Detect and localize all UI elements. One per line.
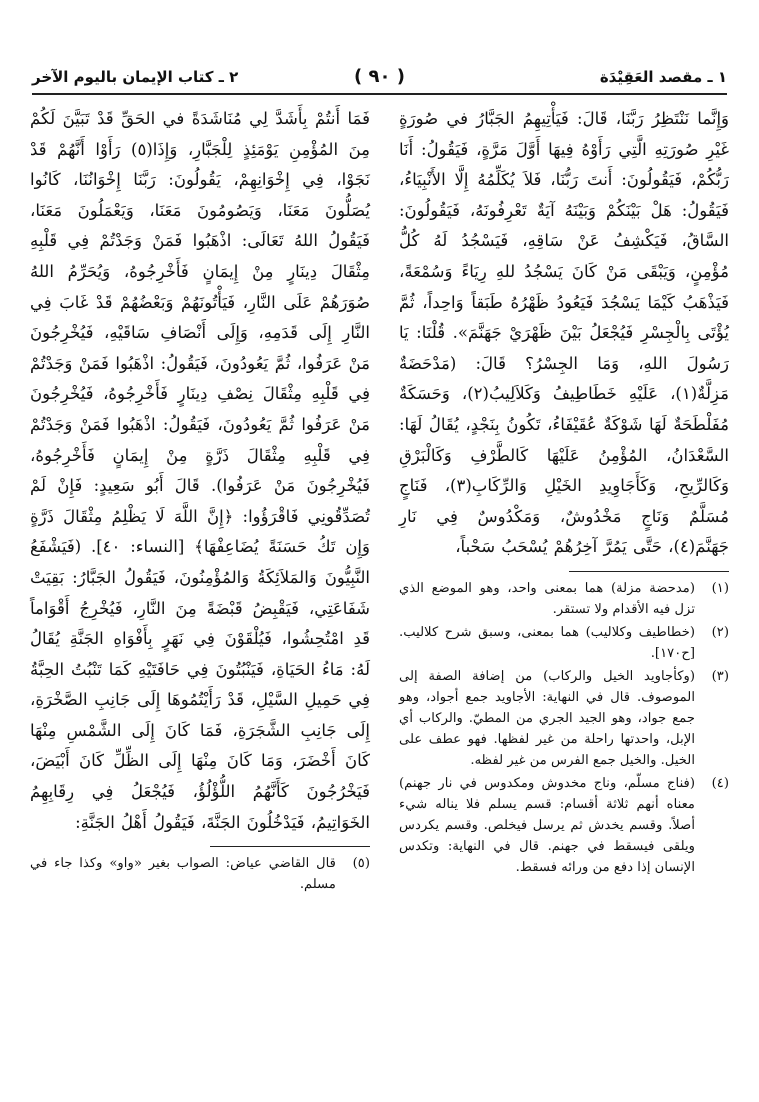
footnote-divider xyxy=(210,846,370,847)
footnote xyxy=(399,622,729,664)
footnote-divider xyxy=(569,571,729,572)
left-column-body xyxy=(30,104,370,838)
footnote-number: (٤) xyxy=(711,775,729,791)
footnote-number: (٢) xyxy=(711,624,729,640)
footnote-number: (١) xyxy=(711,580,729,596)
right-column-body xyxy=(399,104,729,563)
footnote-number: (٣) xyxy=(711,668,729,684)
left-column xyxy=(30,104,370,897)
header-divider xyxy=(32,93,727,95)
footnote xyxy=(399,773,729,878)
footnote-text: (خطاطيف وكلاليب) هما بمعنى، وسبق شرح كلاليب. [ح١٧٠]. xyxy=(399,624,695,661)
footnote-text: قال القاضي عياض: الصواب بغير «واو» وكذا جاء في مسلم. xyxy=(30,856,336,893)
footnote xyxy=(399,578,729,620)
page-number: ( ٩٠ ) xyxy=(354,66,405,87)
footnote-text: (مدحضة مزلة) هما بمعنى واحد، وهو الموضع الذي تزل فيه الأقدام ولا تستقر. xyxy=(399,580,695,617)
section-title: ١ ـ مقصد العَقِيْدَة xyxy=(599,68,727,86)
footnote xyxy=(30,853,370,895)
footnote-text: (فناج مسلّم، وناج مخدوش ومكدوس في نار جهنم) معناه أنهم ثلاثة أقسام: قسم يسلم فلا يناله شيء أصلاً. وقسم يخدش ثم يرسل فيخلص. وقسم يكردس ويلقى فيسقط في جهنم. قال في النهاية: وتكدس الإنسان إذا دفع من ورائه فسقط. xyxy=(399,775,695,875)
footnote-number: (٥) xyxy=(352,856,370,872)
footnote xyxy=(399,666,729,771)
page-header xyxy=(32,58,727,94)
right-column xyxy=(399,104,729,880)
left-column-text: فَمَا أَنتُمْ بِأَشَدَّ لِي مُنَاشَدَةً في الحَقِّ قَدْ تَبَيَّنَ لَكُمْ مِنَ المُؤْمِنِ يَوْمَئِذٍ لِلْجَبَّارِ، وَإِذَا(٥) رَأَوْا أَنَّهُمْ قَدْ نَجَوْا، فِي إِخْوَانِهِمْ، يَقُولُونَ: رَبَّنَا إِخْوَانُنَا، كَانُوا يُصَلُّونَ مَعَنَا، وَيَصُومُونَ مَعَنَا، وَيَعْمَلُونَ مَعَنَا، فَيَقُولُ اللهُ تَعَالَى: اذْهَبُوا فَمَنْ وَجَدْتُمْ فِي قَلْبِهِ مِثْقَالَ دِينَارٍ مِنْ إِيمَانٍ فَأَخْرِجُوهُ، وَيُحَرِّمُ اللهُ صُوَرَهُمْ عَلَى النَّارِ، فَيَأْتُونَهُمْ وَبَعْضُهُمْ قَدْ غَابَ فِي النَّارِ إِلَى قَدَمِهِ، وَإِلَى أَنْصَافِ سَاقَيْهِ، فَيُخْرِجُونَ مَنْ عَرَفُوا، ثُمَّ يَعُودُونَ، فَيَقُولُ: اذْهَبُوا فَمَنْ وَجَدْتُمْ فِي قَلْبِهِ مِثْقَالَ نِصْفِ دِينَارٍ فَأَخْرِجُوهُ، فَيُخْرِجُونَ مَنْ عَرَفُوا ثُمَّ يَعُودُونَ، فَيَقُولُ: اذْهَبُوا فَمَنْ وَجَدْتُمْ فِي قَلْبِهِ مِثْقَالَ ذَرَّةٍ مِنْ إِيمَانٍ فَأَخْرِجُوهُ، فَيُخْرِجُونَ مَنْ عَرَفُوا). قَالَ أَبُو سَعِيدٍ: فَإِنْ لَمْ تُصَدِّقُونِي فَاقْرَؤُوا: ﴿إِنَّ اللَّهَ لَا يَظْلِمُ مِثْقَالَ ذَرَّةٍ وَإِن تَكُ حَسَنَةً يُضَاعِفْهَا﴾ [النساء: ٤٠]. (فَيَشْفَعُ النَّبِيُّونَ وَالمَلاَئِكَةُ وَالمُؤْمِنُونَ، فَيَقُولُ الجَبَّارُ: بَقِيَتْ شَفَاعَتِي، فَيَقْبِضُ قَبْضَةً مِنَ النَّارِ، فَيُخْرِجُ أَقْوَاماً قَدِ امْتُحِشُوا، فَيُلْقَوْنَ فِي نَهَرٍ بِأَفْوَاهِ الجَنَّةِ يُقَالُ لَهُ: مَاءُ الحَيَاةِ، فَيَنْبُتُونَ فِي حَافَتَيْهِ كَمَا تَنْبُتُ الحِبَّةُ فِي حَمِيلِ السَّيْلِ، قَدْ رَأَيْتُمُوهَا إِلَى جَانِبِ الصَّخْرَةِ، إِلَى جَانِبِ الشَّجَرَةِ، فَمَا كَانَ إِلَى الشَّمْسِ مِنْهَا كَانَ أَخْضَرَ، وَمَا كَانَ مِنْهَا إِلَى الظِّلِّ كَانَ أَبْيَضَ، فَيَخْرُجُونَ كَأَنَّهُمُ اللُّؤْلُؤُ، فَيُجْعَلُ فِي رِقَابِهِمُ الخَوَاتِيمُ، فَيَدْخُلُونَ الجَنَّةَ، فَيَقُولُ أَهْلُ الجَنَّةِ: xyxy=(30,109,370,832)
footnote-text: (وكأجاويد الخيل والركاب) من إضافة الصفة إلى الموصوف. قال في النهاية: الأجاويد جمع أجواد، وهو جمع جواد، وهو الجيد الجري من المطيّ. والركاب أي الإبل، واحدتها راحلة من غير لفظها. فهو عطف على الخيل. والخيل جمع الفرس من غير لفظه. xyxy=(399,668,695,768)
chapter-title: ٢ ـ كتاب الإيمان باليوم الآخر xyxy=(32,68,239,86)
right-column-text: وَإِنَّما نَنْتَظِرُ رَبَّنَا، قَالَ: فَيَأْتِيهِمُ الجَبَّارُ في صُورَةٍ غَيْرِ صُورَتِهِ الَّتِي رَأَوْهُ فِيهَا أَوَّلَ مَرَّةٍ، فَيَقُولُ: أَنَا رَبُّكُمْ، فَيَقُولُونَ: أَنتَ رَبُّنَا، فَلاَ يُكَلِّمُهُ إِلَّا الأَنْبِيَاءُ، فَيَقُولُ: هَلْ بَيْنَكُمْ وَبَيْنَهُ آيَةٌ تَعْرِفُونَهُ، فَيَقُولُونَ: السَّاقُ، فَيَكْشِفُ عَنْ سَاقِهِ، فَيَسْجُدُ لَهُ كُلُّ مُؤْمِنٍ، وَيَبْقَى مَنْ كَانَ يَسْجُدُ للهِ رِيَاءً وَسُمْعَةً، فَيَذْهَبُ كَيْمَا يَسْجُدَ فَيَعُودُ ظَهْرُهُ طَبَقاً وَاحِداً، ثُمَّ يُؤْتَى بِالْجِسْرِ فَيُجْعَلُ بَيْنَ ظَهْرَيْ جَهَنَّمَ». قُلْنَا: يَا رَسُولَ اللهِ، وَمَا الجِسْرُ؟ قَالَ: (مَدْحَضَةٌ مَزِلَّةٌ(١)، عَلَيْهِ خَطَاطِيفُ وَكَلاَلِيبُ(٢)، وَحَسَكَةٌ مُفَلْطَحَةٌ لَهَا شَوْكَةٌ عُقَيْفَاءُ، تَكُونُ بِنَجْدٍ، يُقَالُ لَهَا: السَّعْدَانُ، المُؤْمِنُ عَلَيْهَا كَالطَّرْفِ وَكَالْبَرْقِ وَكَالرِّيحِ، وَكَأَجَاوِيدِ الخَيْلِ وَالرِّكَابِ(٣)، فَنَاجٍ مُسَلَّمٌ وَنَاجٍ مَخْدُوشٌ، وَمَكْدُوسٌ فِي نَارِ جَهَنَّمَ(٤)، حَتَّى يَمُرَّ آخِرُهُمْ يُسْحَبُ سَحْباً، xyxy=(399,109,729,557)
